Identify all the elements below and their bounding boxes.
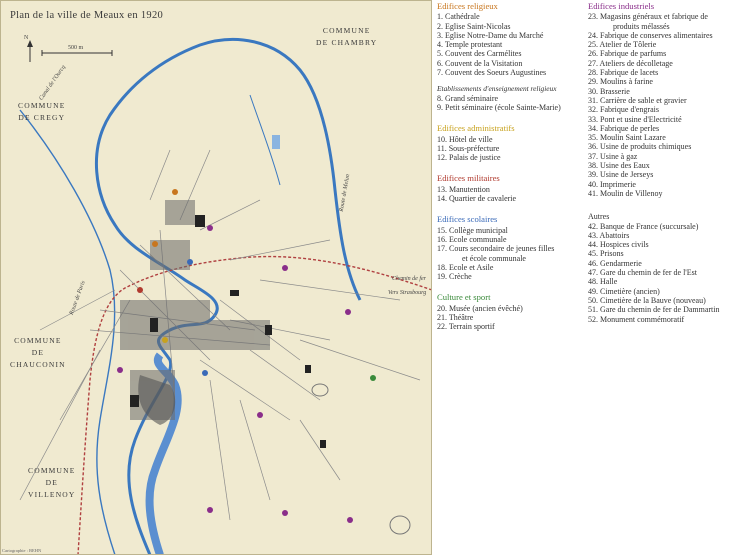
legend-column-left: [437, 2, 585, 332]
legend-item: 25. Atelier de Tôlerie: [588, 40, 657, 50]
legend-item: 3. Eglise Notre-Dame du Marché: [437, 30, 544, 40]
legend-religieux-list: [437, 12, 585, 77]
legend-scolaires-list: [437, 226, 585, 282]
legend-item: 30. Brasserie: [588, 86, 630, 96]
legend-item: 2. Eglise Saint-Nicolas: [437, 21, 511, 31]
commune-villenoy-line3: VILLENOY: [28, 490, 76, 499]
legend-administratifs-list: [437, 135, 585, 163]
legend-militaires-list: [437, 185, 585, 204]
legend-item: 29. Moulins à farine: [588, 77, 653, 87]
commune-chambry-line2: DE CHAMBRY: [316, 38, 378, 47]
map-copyright: Cartographie : BEHN: [2, 548, 42, 553]
legend-item: 24. Fabrique de conserves alimentaires: [588, 30, 713, 40]
legend-item: 34. Fabrique de perles: [588, 123, 660, 133]
legend-religieux-title: Edifices religieux: [437, 1, 498, 11]
commune-villenoy-line2: DE: [45, 478, 58, 487]
label-route-paris: Route de Paris: [68, 280, 87, 316]
legend-item: 4. Temple protestant: [437, 40, 503, 50]
commune-cregy-line1: COMMUNE: [18, 101, 66, 110]
legend-item: 22. Terrain sportif: [437, 322, 495, 332]
legend-item: 26. Fabrique de parfums: [588, 49, 667, 59]
legend-item: 37. Usine à gaz: [588, 151, 638, 161]
legend-item: 42. Banque de France (succursale): [588, 221, 699, 231]
legend-item: 5. Couvent des Carmélites: [437, 49, 522, 59]
legend-item: 44. Hospices civils: [588, 240, 649, 250]
legend-scolaires-title: Edifices scolaires: [437, 214, 498, 225]
legend-item: 16. Ecole communale: [437, 234, 507, 244]
legend-column-right: [588, 2, 728, 324]
legend-item: 12. Palais de justice: [437, 153, 501, 163]
legend-item: 46. Gendarmerie: [588, 258, 642, 268]
legend-item: 50. Cimetière de la Bauve (nouveau): [588, 295, 706, 305]
legend-item: 33. Pont et usine d'Electricité: [588, 114, 682, 124]
label-chemin-fer: Chemin de fer: [392, 276, 426, 282]
legend-item: 6. Couvent de la Visitation: [437, 58, 523, 68]
legend-industriels-list: [588, 12, 728, 198]
commune-chauconin-line1: COMMUNE: [14, 336, 62, 345]
commune-chauconin-line2: DE: [31, 348, 45, 357]
legend-culture-list: [437, 304, 585, 332]
legend-item: 52. Monument commémoratif: [588, 314, 685, 324]
legend-item: 35. Moulin Saint Lazare: [588, 133, 666, 143]
legend-item: 43. Abattoirs: [588, 230, 630, 240]
north-label: N: [24, 35, 29, 41]
legend-culture-title: Culture et sport: [437, 292, 491, 303]
legend-item: 15. Collège municipal: [437, 225, 508, 235]
legend-item: produits mélassés: [613, 21, 670, 31]
legend-item: 8. Grand séminaire: [437, 93, 499, 103]
commune-villenoy: [28, 465, 76, 501]
commune-chambry: [316, 25, 377, 49]
legend-item: 1. Cathédrale: [437, 12, 480, 22]
legend-militaires-title: Edifices militaires: [437, 173, 500, 184]
legend-item: 19. Crèche: [437, 272, 472, 282]
cemetery-bauve: [390, 516, 410, 534]
legend-item: 23. Magasins généraux et fabrique de: [588, 12, 708, 22]
legend-item: 39. Usine de Jerseys: [588, 170, 654, 180]
legend-item: 32. Fabrique d'engrais: [588, 105, 659, 115]
legend-item: 13. Manutention: [437, 184, 490, 194]
legend-autres-list: [588, 222, 728, 324]
legend-item: 31. Carrière de sable et gravier: [588, 95, 687, 105]
commune-chauconin: [10, 335, 66, 371]
legend-item: 10. Hôtel de ville: [437, 134, 493, 144]
legend-autres-title: Autres: [588, 212, 610, 222]
legend-item: 36. Usine de produits chimiques: [588, 142, 692, 152]
marne-river: [96, 39, 360, 555]
legend-item: 14. Quartier de cavalerie: [437, 194, 517, 204]
legend-item: 28. Fabrique de lacets: [588, 68, 659, 78]
legend-item: 47. Gare du chemin de fer de l'Est: [588, 268, 697, 278]
legend-religieux-sublist: [437, 94, 585, 113]
legend-item: 9. Petit séminaire (école Sainte-Marie): [437, 102, 561, 112]
label-route-melun: Route de Melun: [338, 173, 352, 213]
legend-item: 21. Théâtre: [437, 313, 474, 323]
legend-item: 18. Ecole et Asile: [437, 262, 494, 272]
terrain-sportif: [312, 384, 328, 396]
legend-item: et école communale: [462, 253, 526, 263]
commune-villenoy-line1: COMMUNE: [28, 466, 76, 475]
commune-cregy-line2: DE CREGY: [18, 113, 66, 122]
legend-item: 41. Moulin de Villenoy: [588, 188, 663, 198]
legend-administratifs-title: Edifices administratifs: [437, 123, 515, 134]
legend-item: 40. Imprimerie: [588, 179, 636, 189]
legend-item: 20. Musée (ancien évêché): [437, 303, 523, 313]
pond: [272, 135, 280, 149]
legend-item: 49. Cimetière (ancien): [588, 286, 660, 296]
legend-item: 27. Ateliers de décolletage: [588, 58, 673, 68]
legend-item: 48. Halle: [588, 277, 618, 287]
label-vers-strasbourg: Vers Strasbourg: [388, 290, 427, 296]
legend-item: 38. Usine des Eaux: [588, 161, 650, 171]
legend-item: 11. Sous-préfecture: [437, 143, 500, 153]
legend-item: 45. Prisons: [588, 249, 624, 259]
commune-chambry-line1: COMMUNE: [322, 26, 371, 35]
legend-item: 7. Couvent des Soeurs Augustines: [437, 68, 547, 78]
map-title: Plan de la ville de Meaux en 1920: [10, 10, 164, 21]
north-arrow: [27, 40, 33, 62]
label-canal: Canal de l'Ourcq: [38, 64, 68, 102]
legend-item: 17. Cours secondaire de jeunes filles: [437, 244, 555, 254]
commune-chauconin-line3: CHAUCONIN: [10, 360, 66, 369]
legend-industriels-title: Edifices industriels: [588, 1, 655, 11]
legend-item: 51. Gare du chemin de fer de Dammartin: [588, 305, 720, 315]
legend-panel: [432, 0, 729, 555]
scale-label: 500 m: [68, 45, 84, 51]
commune-cregy: [18, 100, 66, 124]
legend-religieux-subtitle: Etablissements d'enseignement religieux: [437, 84, 557, 94]
